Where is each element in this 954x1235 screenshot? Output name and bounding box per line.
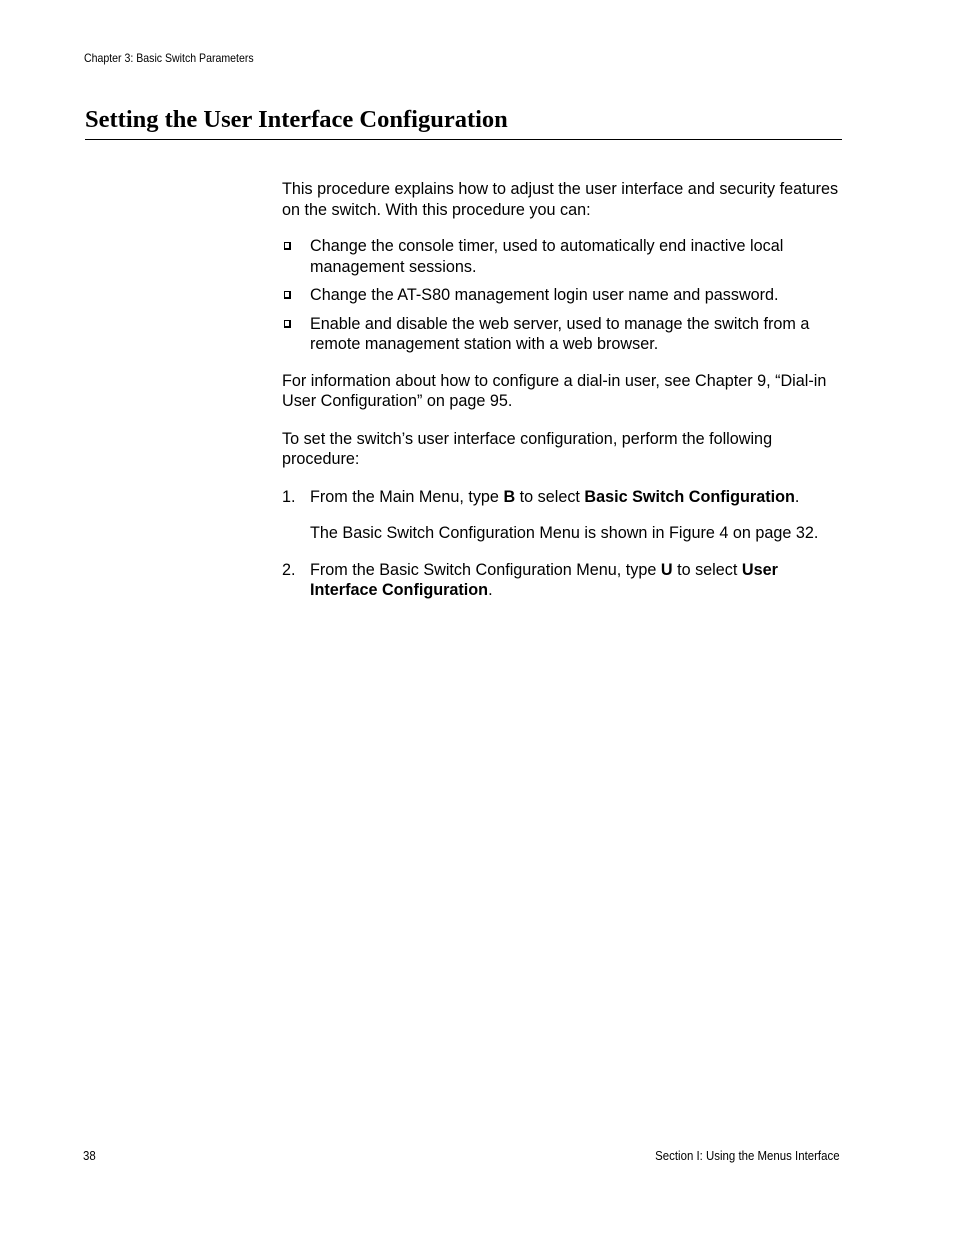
bullet-item	[282, 314, 847, 355]
bullet-text: Change the AT-S80 management login user name and password.	[310, 286, 779, 304]
page-number: 38	[83, 1148, 96, 1163]
bullet-item	[282, 285, 847, 306]
step-result: The Basic Switch Configuration Menu is shown in Figure 4 on page 32.	[310, 524, 819, 542]
checkbox-bullet-icon	[284, 242, 291, 250]
running-header: Chapter 3: Basic Switch Parameters	[84, 51, 254, 65]
step-text: .	[488, 581, 493, 599]
footer-section-name: Section I: Using the Menus Interface	[655, 1148, 840, 1163]
bullet-text: Enable and disable the web server, used to manage the switch from a remote management station with a web browser.	[310, 314, 810, 353]
checkbox-bullet-icon	[284, 320, 291, 328]
body-content	[282, 179, 847, 601]
step-item	[282, 487, 847, 508]
dialin-note: For information about how to configure a dial-in user, see Chapter 9, “Dial-in User Configuration” on page 95.	[282, 371, 827, 410]
procedure-intro: To set the switch’s user interface configuration, perform the following procedure:	[282, 429, 773, 468]
bullet-text: Change the console timer, used to automatically end inactive local management sessions.	[310, 237, 784, 276]
step-text: .	[794, 487, 800, 506]
step-target: User Interface Configuration	[310, 560, 778, 599]
title-rule	[85, 139, 842, 140]
intro-paragraph: This procedure explains how to adjust the user interface and security features on the switch. With this procedure you can:	[282, 180, 839, 219]
step-text: to select	[672, 560, 742, 579]
step-text: From the Main Menu, type	[310, 487, 504, 506]
step-number: 1.	[282, 487, 296, 506]
step-target: Basic Switch Configuration	[584, 487, 795, 506]
step-item	[282, 560, 847, 601]
step-key: U	[660, 560, 673, 579]
step-text: From the Basic Switch Configuration Menu, type	[310, 560, 661, 579]
checkbox-bullet-icon	[284, 291, 291, 299]
step-text: to select	[515, 487, 585, 506]
step-number: 2.	[282, 560, 296, 579]
step-key: B	[503, 487, 516, 506]
section-title: Setting the User Interface Configuration	[85, 106, 508, 133]
bullet-item	[282, 236, 847, 277]
